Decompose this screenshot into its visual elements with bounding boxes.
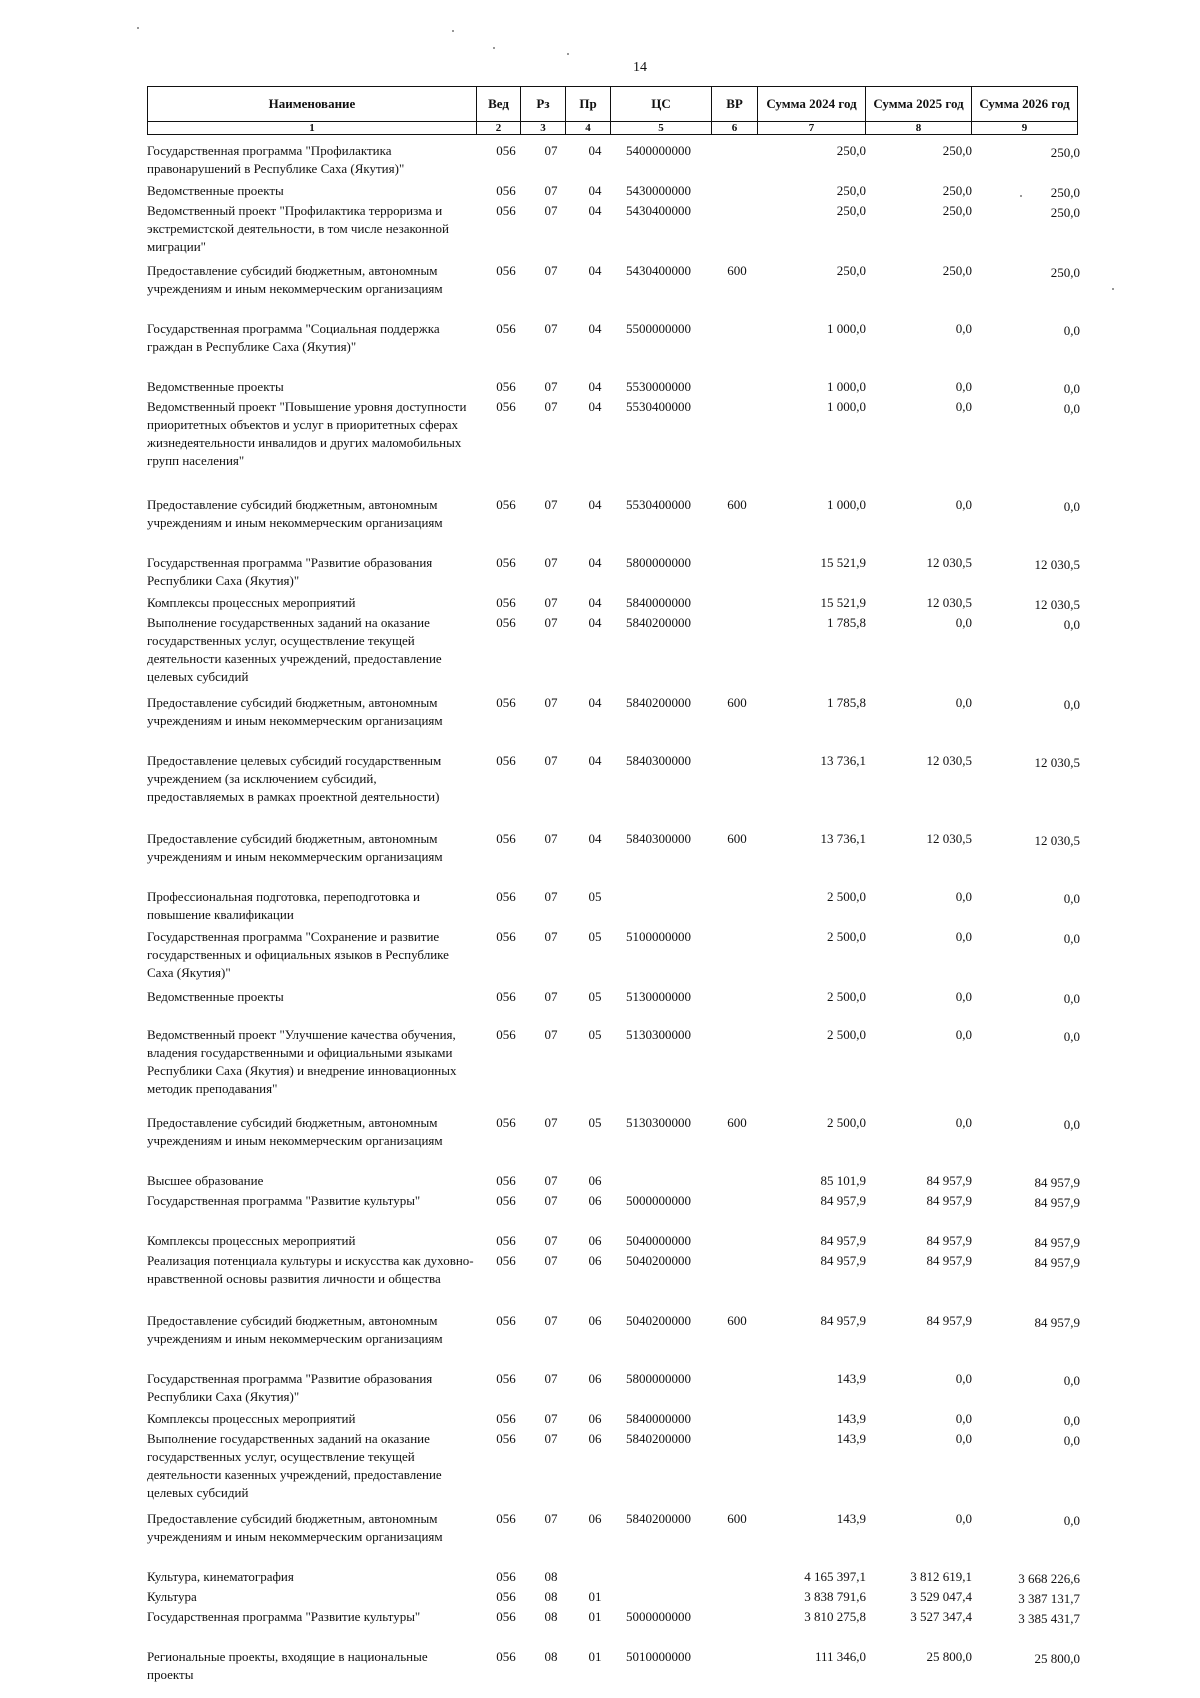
row-cs: 5800000000: [626, 555, 691, 570]
header-num: 9: [972, 122, 1078, 135]
row-ved: 056: [496, 1313, 516, 1328]
row-pr: 06: [588, 1511, 602, 1526]
row-name: Государственная программа "Развитие образования Республики Саха (Якутия)": [147, 1371, 433, 1404]
row-name: Ведомственный проект "Повышение уровня доступности приоритетных объектов и услуг в приоритетных сферах жизнедеятельности инвалидов и других маломобильных групп населения": [147, 399, 467, 468]
row-sum-2024: 2 500,0: [827, 929, 866, 944]
row-sum-2024: 1 785,8: [827, 695, 866, 710]
row-sum-2026: 0,0: [1063, 1413, 1080, 1428]
row-ved: 056: [496, 1589, 516, 1604]
row-rz: 07: [544, 1193, 558, 1208]
row-sum-2025: 3 527 347,4: [910, 1609, 972, 1624]
row-sum-2024: 143,9: [836, 1411, 866, 1426]
row-sum-2024: 2 500,0: [827, 989, 866, 1004]
row-rz: 07: [544, 1173, 558, 1188]
row-rz: 07: [544, 1253, 558, 1268]
row-pr: 04: [588, 615, 602, 630]
row-pr: 05: [588, 989, 602, 1004]
row-ved: 056: [496, 183, 516, 198]
row-sum-2025: 12 030,5: [926, 555, 972, 570]
row-name: Выполнение государственных заданий на оказание государственных услуг, осуществление текущей деятельности казенных учреждений, предоставление целевых субсидий: [147, 615, 442, 684]
row-cs: 5840200000: [626, 615, 691, 630]
header-name: Наименование: [148, 87, 477, 122]
row-rz: 07: [544, 889, 558, 904]
row-cs: 5840300000: [626, 831, 691, 846]
row-sum-2024: 2 500,0: [827, 1027, 866, 1042]
header-num: 8: [866, 122, 972, 135]
row-pr: 04: [588, 555, 602, 570]
row-sum-2025: 0,0: [955, 1411, 972, 1426]
header-vr: ВР: [712, 87, 758, 122]
row-ved: 056: [496, 263, 516, 278]
row-sum-2025: 3 812 619,1: [910, 1569, 972, 1584]
row-sum-2024: 250,0: [836, 183, 866, 198]
row-cs: 5840000000: [626, 595, 691, 610]
row-pr: 04: [588, 263, 602, 278]
row-sum-2025: 0,0: [955, 1511, 972, 1526]
row-sum-2025: 3 529 047,4: [910, 1589, 972, 1604]
row-rz: 07: [544, 695, 558, 710]
row-sum-2026: 250,0: [1050, 145, 1080, 160]
row-rz: 07: [544, 1115, 558, 1130]
row-sum-2024: 1 000,0: [827, 321, 866, 336]
row-sum-2026: 0,0: [1063, 931, 1080, 946]
row-sum-2024: 250,0: [836, 143, 866, 158]
header-num: 7: [758, 122, 866, 135]
row-sum-2024: 250,0: [836, 203, 866, 218]
row-name: Государственная программа "Развитие культуры": [147, 1609, 421, 1624]
row-sum-2024: 84 957,9: [820, 1253, 866, 1268]
row-cs: 5840200000: [626, 1431, 691, 1446]
row-sum-2025: 84 957,9: [926, 1173, 972, 1188]
row-pr: 05: [588, 1027, 602, 1042]
row-sum-2025: 12 030,5: [926, 831, 972, 846]
row-ved: 056: [496, 1431, 516, 1446]
row-sum-2024: 250,0: [836, 263, 866, 278]
row-cs: 5040000000: [626, 1233, 691, 1248]
row-pr: 01: [588, 1609, 602, 1624]
row-pr: 05: [588, 1115, 602, 1130]
row-ved: 056: [496, 1233, 516, 1248]
row-pr: 01: [588, 1649, 602, 1664]
row-sum-2025: 0,0: [955, 889, 972, 904]
row-cs: 5100000000: [626, 929, 691, 944]
row-sum-2026: 0,0: [1063, 697, 1080, 712]
row-cs: 5840000000: [626, 1411, 691, 1426]
header-num: 6: [712, 122, 758, 135]
row-name: Комплексы процессных мероприятий: [147, 1233, 356, 1248]
row-sum-2024: 3 810 275,8: [804, 1609, 866, 1624]
row-sum-2026: 84 957,9: [1034, 1175, 1080, 1190]
row-sum-2025: 0,0: [955, 497, 972, 512]
row-vr: 600: [727, 1511, 747, 1526]
row-sum-2024: 111 346,0: [814, 1649, 866, 1664]
row-vr: 600: [727, 831, 747, 846]
row-name: Государственная программа "Сохранение и развитие государственных и официальных языков в Республике Саха (Якутия)": [147, 929, 449, 980]
row-rz: 07: [544, 929, 558, 944]
row-sum-2025: 84 957,9: [926, 1233, 972, 1248]
row-rz: 07: [544, 143, 558, 158]
row-sum-2025: 0,0: [955, 1371, 972, 1386]
row-sum-2025: 0,0: [955, 929, 972, 944]
row-vr: 600: [727, 1313, 747, 1328]
header-sum-2024: Сумма 2024 год: [758, 87, 866, 122]
row-sum-2025: 250,0: [942, 263, 972, 278]
row-sum-2025: 0,0: [955, 615, 972, 630]
header-rz: Рз: [521, 87, 566, 122]
row-pr: 05: [588, 889, 602, 904]
row-name: Ведомственный проект "Профилактика терроризма и экстремистской деятельности, в том числе незаконной миграции": [147, 203, 450, 254]
row-sum-2025: 12 030,5: [926, 753, 972, 768]
row-rz: 07: [544, 183, 558, 198]
row-sum-2026: 12 030,5: [1034, 557, 1080, 572]
row-sum-2025: 250,0: [942, 203, 972, 218]
row-sum-2024: 1 785,8: [827, 615, 866, 630]
row-name: Государственная программа "Социальная поддержка граждан в Республике Саха (Якутия)": [147, 321, 440, 354]
row-rz: 07: [544, 753, 558, 768]
header-num: 2: [477, 122, 521, 135]
row-sum-2025: 0,0: [955, 1027, 972, 1042]
row-ved: 056: [496, 595, 516, 610]
row-cs: 5400000000: [626, 143, 691, 158]
row-cs: 5500000000: [626, 321, 691, 336]
row-name: Предоставление субсидий бюджетным, автономным учреждениям и иным некоммерческим организациям: [147, 831, 443, 864]
row-cs: 5000000000: [626, 1609, 691, 1624]
row-cs: 5530400000: [626, 497, 691, 512]
row-sum-2024: 1 000,0: [827, 497, 866, 512]
row-sum-2026: 0,0: [1063, 617, 1080, 632]
row-sum-2026: 84 957,9: [1034, 1195, 1080, 1210]
row-rz: 07: [544, 1511, 558, 1526]
row-rz: 07: [544, 595, 558, 610]
row-rz: 07: [544, 831, 558, 846]
row-ved: 056: [496, 399, 516, 414]
row-sum-2026: 0,0: [1063, 381, 1080, 396]
row-rz: 08: [544, 1649, 558, 1664]
row-sum-2024: 84 957,9: [820, 1313, 866, 1328]
page-number: 14: [633, 60, 647, 75]
header-sum-2026: Сумма 2026 год: [972, 87, 1078, 122]
row-ved: 056: [496, 889, 516, 904]
row-ved: 056: [496, 1609, 516, 1624]
row-sum-2026: 0,0: [1063, 1029, 1080, 1044]
row-ved: 056: [496, 1173, 516, 1188]
row-name: Профессиональная подготовка, переподготовка и повышение квалификации: [147, 889, 420, 922]
row-vr: 600: [727, 263, 747, 278]
row-pr: 04: [588, 379, 602, 394]
row-name: Предоставление субсидий бюджетным, автономным учреждениям и иным некоммерческим организациям: [147, 695, 443, 728]
row-rz: 07: [544, 263, 558, 278]
row-sum-2024: 143,9: [836, 1371, 866, 1386]
row-cs: 5010000000: [626, 1649, 691, 1664]
row-sum-2024: 13 736,1: [820, 753, 866, 768]
row-sum-2024: 2 500,0: [827, 889, 866, 904]
row-rz: 08: [544, 1589, 558, 1604]
row-ved: 056: [496, 203, 516, 218]
row-pr: 04: [588, 183, 602, 198]
row-rz: 07: [544, 615, 558, 630]
row-ved: 056: [496, 831, 516, 846]
row-sum-2025: 25 800,0: [926, 1649, 972, 1664]
row-rz: 07: [544, 203, 558, 218]
row-cs: 5530400000: [626, 399, 691, 414]
row-sum-2026: 84 957,9: [1034, 1255, 1080, 1270]
row-sum-2026: 0,0: [1063, 401, 1080, 416]
row-sum-2026: 84 957,9: [1034, 1235, 1080, 1250]
row-pr: 04: [588, 695, 602, 710]
row-name: Государственная программа "Профилактика правонарушений в Республике Саха (Якутия)": [147, 143, 405, 176]
row-name: Ведомственные проекты: [147, 183, 284, 198]
row-name: Предоставление целевых субсидий государственным учреждением (за исключением субсидий, предоставляемых в рамках проектной деятельности): [147, 753, 442, 804]
row-sum-2025: 84 957,9: [926, 1193, 972, 1208]
row-ved: 056: [496, 1411, 516, 1426]
row-name: Региональные проекты, входящие в национальные проекты: [147, 1649, 428, 1682]
row-rz: 08: [544, 1609, 558, 1624]
row-sum-2026: 84 957,9: [1034, 1315, 1080, 1330]
row-pr: 04: [588, 203, 602, 218]
row-pr: 04: [588, 399, 602, 414]
row-sum-2026: 250,0: [1050, 185, 1080, 200]
row-sum-2025: 0,0: [955, 1431, 972, 1446]
row-name: Государственная программа "Развитие культуры": [147, 1193, 421, 1208]
row-name: Предоставление субсидий бюджетным, автономным учреждениям и иным некоммерческим организациям: [147, 1511, 443, 1544]
header-num: 5: [611, 122, 712, 135]
row-name: Предоставление субсидий бюджетным, автономным учреждениям и иным некоммерческим организациям: [147, 1313, 443, 1346]
row-sum-2024: 2 500,0: [827, 1115, 866, 1130]
row-pr: 04: [588, 321, 602, 336]
row-ved: 056: [496, 379, 516, 394]
row-sum-2026: 0,0: [1063, 323, 1080, 338]
row-pr: 06: [588, 1253, 602, 1268]
row-rz: 07: [544, 399, 558, 414]
row-ved: 056: [496, 1569, 516, 1584]
row-cs: 5530000000: [626, 379, 691, 394]
row-ved: 056: [496, 1371, 516, 1386]
row-cs: 5840200000: [626, 1511, 691, 1526]
row-name: Высшее образование: [147, 1173, 264, 1188]
row-sum-2026: 12 030,5: [1034, 597, 1080, 612]
row-rz: 07: [544, 555, 558, 570]
row-pr: 04: [588, 497, 602, 512]
row-pr: 06: [588, 1173, 602, 1188]
row-name: Предоставление субсидий бюджетным, автономным учреждениям и иным некоммерческим организациям: [147, 263, 443, 296]
row-cs: 5430400000: [626, 203, 691, 218]
row-sum-2024: 4 165 397,1: [804, 1569, 866, 1584]
row-sum-2026: 0,0: [1063, 1373, 1080, 1388]
row-ved: 056: [496, 497, 516, 512]
row-name: Государственная программа "Развитие образования Республики Саха (Якутия)": [147, 555, 433, 588]
row-sum-2026: 25 800,0: [1034, 1651, 1080, 1666]
row-sum-2026: 0,0: [1063, 891, 1080, 906]
row-name: Реализация потенциала культуры и искусства как духовно-нравственной основы развития личности и общества: [147, 1253, 474, 1286]
row-ved: 056: [496, 321, 516, 336]
row-cs: 5040200000: [626, 1313, 691, 1328]
row-pr: 06: [588, 1431, 602, 1446]
row-cs: 5130300000: [626, 1027, 691, 1042]
row-ved: 056: [496, 1511, 516, 1526]
row-cs: 5840200000: [626, 695, 691, 710]
row-rz: 07: [544, 1431, 558, 1446]
row-ved: 056: [496, 1253, 516, 1268]
row-sum-2024: 1 000,0: [827, 399, 866, 414]
row-ved: 056: [496, 1193, 516, 1208]
row-rz: 08: [544, 1569, 558, 1584]
row-name: Комплексы процессных мероприятий: [147, 595, 356, 610]
row-sum-2026: 3 387 131,7: [1018, 1591, 1080, 1606]
row-cs: 5800000000: [626, 1371, 691, 1386]
header-pr: Пр: [566, 87, 611, 122]
row-sum-2025: 0,0: [955, 989, 972, 1004]
header-num: 1: [148, 122, 477, 135]
row-ved: 056: [496, 753, 516, 768]
row-sum-2024: 143,9: [836, 1431, 866, 1446]
row-sum-2025: 0,0: [955, 379, 972, 394]
row-rz: 07: [544, 321, 558, 336]
row-rz: 07: [544, 1233, 558, 1248]
row-name: Предоставление субсидий бюджетным, автономным учреждениям и иным некоммерческим организациям: [147, 497, 443, 530]
row-sum-2025: 84 957,9: [926, 1313, 972, 1328]
row-ved: 056: [496, 1027, 516, 1042]
row-sum-2026: 0,0: [1063, 1433, 1080, 1448]
row-sum-2024: 15 521,9: [820, 595, 866, 610]
row-cs: 5130300000: [626, 1115, 691, 1130]
row-name: Культура: [147, 1589, 197, 1604]
row-name: Ведомственные проекты: [147, 379, 284, 394]
row-ved: 056: [496, 929, 516, 944]
row-sum-2026: 0,0: [1063, 1117, 1080, 1132]
row-ved: 056: [496, 1649, 516, 1664]
row-pr: 06: [588, 1233, 602, 1248]
row-sum-2025: 84 957,9: [926, 1253, 972, 1268]
row-pr: 04: [588, 143, 602, 158]
row-sum-2026: 3 385 431,7: [1018, 1611, 1080, 1626]
row-cs: 5430000000: [626, 183, 691, 198]
row-name: Комплексы процессных мероприятий: [147, 1411, 356, 1426]
row-sum-2024: 143,9: [836, 1511, 866, 1526]
row-name: Предоставление субсидий бюджетным, автономным учреждениям и иным некоммерческим организациям: [147, 1115, 443, 1148]
row-sum-2024: 85 101,9: [820, 1173, 866, 1188]
row-pr: 06: [588, 1411, 602, 1426]
row-pr: 04: [588, 753, 602, 768]
row-sum-2024: 84 957,9: [820, 1233, 866, 1248]
row-rz: 07: [544, 379, 558, 394]
row-vr: 600: [727, 1115, 747, 1130]
row-sum-2026: 12 030,5: [1034, 755, 1080, 770]
row-ved: 056: [496, 555, 516, 570]
row-name: Ведомственные проекты: [147, 989, 284, 1004]
row-ved: 056: [496, 989, 516, 1004]
header-sum-2025: Сумма 2025 год: [866, 87, 972, 122]
row-cs: 5430400000: [626, 263, 691, 278]
row-sum-2025: 12 030,5: [926, 595, 972, 610]
header-cs: ЦС: [611, 87, 712, 122]
row-sum-2025: 0,0: [955, 399, 972, 414]
row-cs: 5130000000: [626, 989, 691, 1004]
row-name: Культура, кинематография: [147, 1569, 294, 1584]
row-rz: 07: [544, 989, 558, 1004]
header-ved: Вед: [477, 87, 521, 122]
row-sum-2026: 0,0: [1063, 991, 1080, 1006]
row-sum-2025: 0,0: [955, 695, 972, 710]
row-ved: 056: [496, 1115, 516, 1130]
row-pr: 01: [588, 1589, 602, 1604]
row-pr: 06: [588, 1313, 602, 1328]
row-cs: 5000000000: [626, 1193, 691, 1208]
row-ved: 056: [496, 143, 516, 158]
row-sum-2025: 0,0: [955, 321, 972, 336]
row-rz: 07: [544, 1371, 558, 1386]
row-cs: 5840300000: [626, 753, 691, 768]
row-sum-2025: 250,0: [942, 143, 972, 158]
row-ved: 056: [496, 695, 516, 710]
row-cs: 5040200000: [626, 1253, 691, 1268]
row-name: Ведомственный проект "Улучшение качества обучения, владения государственными и официальными языками Республики Саха (Якутия) и внедрение инновационных методик преподавания": [147, 1027, 457, 1096]
row-sum-2026: 250,0: [1050, 205, 1080, 220]
row-sum-2026: 3 668 226,6: [1018, 1571, 1080, 1586]
row-sum-2025: 0,0: [955, 1115, 972, 1130]
row-pr: 04: [588, 831, 602, 846]
row-pr: 04: [588, 595, 602, 610]
header-num: 4: [566, 122, 611, 135]
row-name: Выполнение государственных заданий на оказание государственных услуг, осуществление текущей деятельности казенных учреждений, предоставление целевых субсидий: [147, 1431, 442, 1500]
row-sum-2024: 84 957,9: [820, 1193, 866, 1208]
row-sum-2026: 250,0: [1050, 265, 1080, 280]
header-num: 3: [521, 122, 566, 135]
row-vr: 600: [727, 497, 747, 512]
row-sum-2026: 0,0: [1063, 499, 1080, 514]
row-sum-2026: 0,0: [1063, 1513, 1080, 1528]
row-sum-2024: 1 000,0: [827, 379, 866, 394]
row-sum-2024: 3 838 791,6: [804, 1589, 866, 1604]
row-rz: 07: [544, 497, 558, 512]
row-rz: 07: [544, 1027, 558, 1042]
row-pr: 05: [588, 929, 602, 944]
row-sum-2024: 15 521,9: [820, 555, 866, 570]
row-pr: 06: [588, 1371, 602, 1386]
row-pr: 06: [588, 1193, 602, 1208]
row-sum-2025: 250,0: [942, 183, 972, 198]
row-sum-2024: 13 736,1: [820, 831, 866, 846]
row-ved: 056: [496, 615, 516, 630]
row-sum-2026: 12 030,5: [1034, 833, 1080, 848]
row-vr: 600: [727, 695, 747, 710]
row-rz: 07: [544, 1313, 558, 1328]
row-rz: 07: [544, 1411, 558, 1426]
